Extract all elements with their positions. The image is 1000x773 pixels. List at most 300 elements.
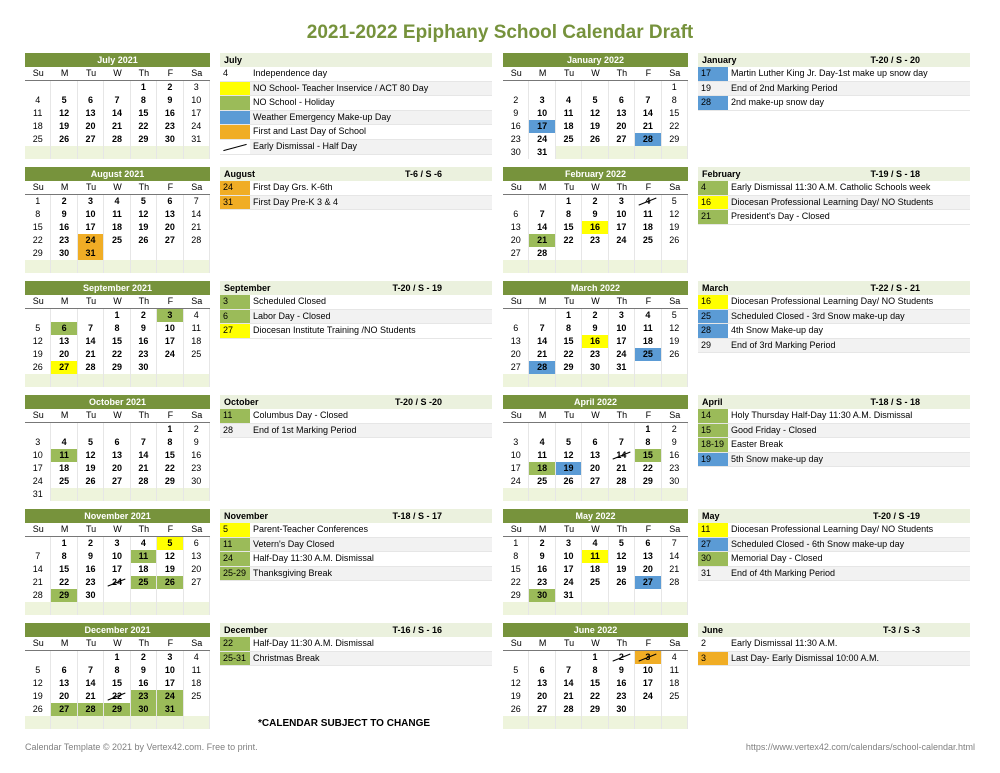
note-text: Diocesan Professional Learning Day/ NO Students <box>728 196 970 210</box>
day-cell: 4 <box>131 537 157 550</box>
month-calendar <box>25 281 210 387</box>
notes-header <box>220 53 492 67</box>
note-text: 5th Snow make-up day <box>728 453 970 467</box>
day-cell: 4 <box>635 195 661 208</box>
notes-month-label: December <box>224 625 268 635</box>
day-cell: 3 <box>609 309 635 322</box>
month-day-grid <box>503 637 688 729</box>
day-cell: 19 <box>503 690 529 703</box>
day-cell: 24 <box>184 120 210 133</box>
day-cell: 20 <box>609 120 635 133</box>
empty-day-cell <box>184 374 210 387</box>
note-text: Columbus Day - Closed <box>253 410 349 420</box>
day-cell: 25 <box>635 348 661 361</box>
day-cell: 30 <box>582 361 608 374</box>
empty-day-cell <box>609 247 635 260</box>
empty-day-cell <box>662 146 688 159</box>
day-cell: 7 <box>556 664 582 677</box>
note-date-code: 28 <box>220 424 250 438</box>
weekday-header: Su <box>503 409 529 423</box>
empty-day-cell <box>635 716 661 729</box>
day-cell: 5 <box>556 436 582 449</box>
day-cell: 5 <box>157 537 183 550</box>
note-text: Early Dismissal - Half Day <box>250 140 492 154</box>
note-row <box>698 295 970 310</box>
empty-day-cell <box>78 374 104 387</box>
day-cell: 30 <box>529 589 555 602</box>
weekday-header: Th <box>131 409 157 423</box>
weekday-header: Sa <box>184 181 210 195</box>
notes-month-label: August <box>224 169 255 179</box>
day-cell: 29 <box>104 361 130 374</box>
empty-day-cell <box>582 589 608 602</box>
day-cell: 16 <box>529 563 555 576</box>
note-text: Easter Break <box>731 439 784 450</box>
day-cell: 30 <box>503 146 529 159</box>
note-date-code: 21 <box>698 210 728 224</box>
day-cell: 17 <box>25 462 51 475</box>
day-cell: 14 <box>556 677 582 690</box>
month-calendar <box>503 623 688 729</box>
day-cell: 7 <box>635 94 661 107</box>
day-cell: 16 <box>582 335 608 348</box>
day-cell: 19 <box>51 120 77 133</box>
weekday-header: F <box>157 409 183 423</box>
note-date-code: 31 <box>698 567 728 581</box>
empty-day-cell <box>25 81 51 94</box>
day-cell: 26 <box>556 475 582 488</box>
notes-month-label: September <box>224 283 271 293</box>
day-cell: 8 <box>582 664 608 677</box>
empty-day-cell <box>662 361 688 374</box>
day-cell: 8 <box>25 208 51 221</box>
day-cell: 16 <box>78 563 104 576</box>
day-cell: 26 <box>503 703 529 716</box>
note-row <box>220 310 492 325</box>
day-cell: 7 <box>78 664 104 677</box>
empty-day-cell <box>609 716 635 729</box>
day-cell: 8 <box>556 208 582 221</box>
day-cell: 7 <box>25 550 51 563</box>
weekday-header: Sa <box>662 295 688 309</box>
empty-day-cell <box>104 81 130 94</box>
day-cell: 17 <box>184 107 210 120</box>
day-cell: 28 <box>184 234 210 247</box>
weekday-header: M <box>529 67 555 81</box>
note-text: Independence day <box>253 68 328 78</box>
empty-day-cell <box>503 195 529 208</box>
day-cell: 2 <box>184 423 210 436</box>
month-calendar <box>25 623 210 729</box>
day-cell: 27 <box>529 703 555 716</box>
day-cell: 19 <box>662 221 688 234</box>
month-day-grid <box>503 295 688 387</box>
day-cell: 29 <box>582 703 608 716</box>
notes-header <box>698 623 970 637</box>
day-cell: 17 <box>635 677 661 690</box>
note-row <box>698 424 970 439</box>
note-row <box>220 125 492 140</box>
month-day-grid <box>25 523 210 615</box>
day-cell: 27 <box>184 576 210 589</box>
weekday-header: M <box>529 637 555 651</box>
day-cell: 16 <box>582 221 608 234</box>
note-date-code: 27 <box>220 324 250 338</box>
footer-copyright: Calendar Template © 2021 by Vertex42.com. Free to print. <box>25 742 258 752</box>
day-cell: 6 <box>635 537 661 550</box>
note-row <box>698 652 970 667</box>
note-text: First and Last Day of School <box>253 126 367 137</box>
month-notes <box>698 395 970 467</box>
day-cell: 1 <box>582 651 608 664</box>
weekday-header: Th <box>609 637 635 651</box>
day-cell: 4 <box>582 537 608 550</box>
day-cell: 11 <box>529 449 555 462</box>
weekday-header: F <box>157 523 183 537</box>
day-cell: 21 <box>529 234 555 247</box>
note-text: End of 3rd Marking Period <box>728 339 970 353</box>
month-calendar <box>503 53 688 159</box>
day-cell: 2 <box>582 195 608 208</box>
day-cell: 7 <box>104 94 130 107</box>
month-notes <box>220 167 492 210</box>
subject-to-change-note: *CALENDAR SUBJECT TO CHANGE <box>258 718 431 729</box>
empty-day-cell <box>556 81 582 94</box>
month-header: August 2021 <box>25 167 210 181</box>
day-cell: 8 <box>662 94 688 107</box>
day-cell: 3 <box>184 81 210 94</box>
month-notes <box>220 53 492 155</box>
weekday-header: M <box>529 409 555 423</box>
month-header: March 2022 <box>503 281 688 295</box>
note-date-code <box>220 82 250 96</box>
empty-day-cell <box>184 589 210 602</box>
day-cell: 6 <box>503 208 529 221</box>
month-notes <box>698 509 970 581</box>
weekday-header: Su <box>503 181 529 195</box>
empty-day-cell <box>184 146 210 159</box>
day-cell: 9 <box>78 550 104 563</box>
day-cell: 2 <box>582 309 608 322</box>
day-cell: 1 <box>662 81 688 94</box>
day-cell: 11 <box>184 664 210 677</box>
weekday-header: F <box>157 637 183 651</box>
day-cell: 26 <box>51 133 77 146</box>
empty-day-cell <box>157 589 183 602</box>
empty-day-cell <box>184 716 210 729</box>
day-cell: 24 <box>104 576 130 589</box>
empty-day-cell <box>582 488 608 501</box>
day-cell: 26 <box>582 133 608 146</box>
empty-day-cell <box>582 81 608 94</box>
day-cell: 27 <box>78 133 104 146</box>
day-cell: 20 <box>635 563 661 576</box>
note-row <box>220 82 492 97</box>
note-text: Half-Day 11:30 A.M. Dismissal <box>253 638 374 648</box>
day-cell: 9 <box>51 208 77 221</box>
day-cell: 19 <box>157 563 183 576</box>
empty-day-cell <box>25 423 51 436</box>
month-day-grid <box>25 409 210 501</box>
day-cell: 21 <box>25 576 51 589</box>
note-row <box>698 82 970 97</box>
month-day-grid <box>503 523 688 615</box>
empty-day-cell <box>635 488 661 501</box>
note-row <box>220 424 492 439</box>
month-calendar <box>503 281 688 387</box>
empty-day-cell <box>503 602 529 615</box>
notes-day-counts: T-20 / S -20 <box>394 397 442 407</box>
day-cell: 14 <box>78 677 104 690</box>
day-cell: 5 <box>51 94 77 107</box>
day-cell: 7 <box>78 322 104 335</box>
note-date-code: 11 <box>698 523 728 537</box>
note-row <box>698 538 970 553</box>
weekday-header: Th <box>609 409 635 423</box>
day-cell: 12 <box>662 322 688 335</box>
day-cell: 30 <box>131 703 157 716</box>
day-cell: 11 <box>635 322 661 335</box>
empty-day-cell <box>51 423 77 436</box>
day-cell: 22 <box>635 462 661 475</box>
day-cell: 4 <box>104 195 130 208</box>
day-cell: 23 <box>131 348 157 361</box>
note-row <box>698 453 970 468</box>
day-cell: 17 <box>157 335 183 348</box>
note-row <box>220 523 492 538</box>
empty-day-cell <box>556 651 582 664</box>
day-cell: 6 <box>582 436 608 449</box>
note-date-code: 28 <box>698 96 728 110</box>
day-cell: 1 <box>25 195 51 208</box>
empty-day-cell <box>529 260 555 273</box>
empty-day-cell <box>78 309 104 322</box>
day-cell: 10 <box>609 322 635 335</box>
day-cell: 9 <box>131 664 157 677</box>
day-cell: 17 <box>529 120 555 133</box>
empty-day-cell <box>104 488 130 501</box>
note-row <box>220 538 492 553</box>
note-row <box>698 310 970 325</box>
day-cell: 15 <box>25 221 51 234</box>
empty-day-cell <box>635 703 661 716</box>
empty-day-cell <box>529 309 555 322</box>
weekday-header: M <box>51 523 77 537</box>
empty-day-cell <box>51 309 77 322</box>
empty-day-cell <box>556 602 582 615</box>
day-cell: 10 <box>184 94 210 107</box>
weekday-header: W <box>582 67 608 81</box>
day-cell: 13 <box>184 550 210 563</box>
day-cell: 28 <box>78 703 104 716</box>
weekday-header: Sa <box>184 523 210 537</box>
day-cell: 24 <box>556 576 582 589</box>
weekday-header: M <box>529 523 555 537</box>
empty-day-cell <box>184 703 210 716</box>
note-text: Scheduled Closed - 6th Snow make-up day <box>728 538 970 552</box>
empty-day-cell <box>556 488 582 501</box>
day-cell: 5 <box>78 436 104 449</box>
day-cell: 21 <box>529 348 555 361</box>
day-cell: 17 <box>104 563 130 576</box>
notes-month-label: June <box>702 625 724 635</box>
note-date-code: 4 <box>698 181 728 195</box>
day-cell: 9 <box>157 94 183 107</box>
day-cell: 12 <box>51 107 77 120</box>
day-cell: 20 <box>582 462 608 475</box>
empty-day-cell <box>582 247 608 260</box>
note-date-code: 24 <box>220 181 250 195</box>
month-day-grid <box>25 295 210 387</box>
day-cell: 17 <box>503 462 529 475</box>
note-text: Thanksgiving Break <box>250 567 492 581</box>
weekday-header: M <box>529 181 555 195</box>
day-cell: 26 <box>157 576 183 589</box>
empty-day-cell <box>635 260 661 273</box>
note-row <box>698 523 970 538</box>
day-cell: 9 <box>609 664 635 677</box>
day-cell: 17 <box>556 563 582 576</box>
day-cell: 22 <box>104 348 130 361</box>
day-cell: 17 <box>609 335 635 348</box>
day-cell: 1 <box>51 537 77 550</box>
day-cell: 10 <box>609 208 635 221</box>
empty-day-cell <box>582 716 608 729</box>
month-day-grid <box>503 67 688 159</box>
day-cell: 16 <box>131 677 157 690</box>
weekday-header: Tu <box>556 181 582 195</box>
weekday-header: Th <box>609 67 635 81</box>
day-cell: 17 <box>609 221 635 234</box>
weekday-header: M <box>51 637 77 651</box>
notes-day-counts: T-20 / S - 20 <box>870 55 920 65</box>
day-cell: 21 <box>635 120 661 133</box>
note-row <box>220 295 492 310</box>
day-cell: 20 <box>184 563 210 576</box>
weekday-header: Sa <box>184 67 210 81</box>
day-cell: 30 <box>157 133 183 146</box>
empty-day-cell <box>662 488 688 501</box>
note-row <box>220 67 492 82</box>
empty-day-cell <box>78 651 104 664</box>
weekday-header: Su <box>503 295 529 309</box>
day-cell: 5 <box>662 309 688 322</box>
day-cell: 4 <box>556 94 582 107</box>
day-cell: 24 <box>609 348 635 361</box>
empty-day-cell <box>131 589 157 602</box>
day-cell: 14 <box>662 550 688 563</box>
empty-day-cell <box>131 146 157 159</box>
day-cell: 19 <box>25 348 51 361</box>
weekday-header: W <box>582 409 608 423</box>
weekday-header: Tu <box>78 637 104 651</box>
day-cell: 2 <box>78 537 104 550</box>
day-cell: 29 <box>635 475 661 488</box>
note-row <box>220 567 492 582</box>
day-cell: 12 <box>25 677 51 690</box>
weekday-header: Sa <box>184 409 210 423</box>
day-cell: 8 <box>131 94 157 107</box>
weekday-header: M <box>51 409 77 423</box>
day-cell: 2 <box>157 81 183 94</box>
day-cell: 13 <box>51 335 77 348</box>
day-cell: 14 <box>529 335 555 348</box>
note-date-code: 11 <box>220 538 250 552</box>
note-text: First Day Pre-K 3 & 4 <box>250 196 492 210</box>
month-header: April 2022 <box>503 395 688 409</box>
note-row <box>698 438 970 453</box>
empty-day-cell <box>25 602 51 615</box>
empty-day-cell <box>635 361 661 374</box>
empty-day-cell <box>184 247 210 260</box>
day-cell: 20 <box>503 348 529 361</box>
note-text: Half-Day 11:30 A.M. Dismissal <box>253 553 374 564</box>
note-text: Diocesan Professional Learning Day/ NO Students <box>731 296 934 306</box>
note-row <box>698 67 970 82</box>
weekday-header: W <box>582 523 608 537</box>
month-day-grid <box>503 409 688 501</box>
month-notes <box>698 53 970 111</box>
note-row <box>698 181 970 196</box>
day-cell: 5 <box>662 195 688 208</box>
day-cell: 16 <box>51 221 77 234</box>
month-calendar <box>503 509 688 615</box>
notes-header <box>220 281 492 295</box>
day-cell: 27 <box>635 576 661 589</box>
page-title: 2021-2022 Epiphany School Calendar Draft <box>306 22 694 43</box>
day-cell: 18 <box>635 221 661 234</box>
day-cell: 26 <box>609 576 635 589</box>
day-cell: 12 <box>556 449 582 462</box>
day-cell: 22 <box>104 690 130 703</box>
day-cell: 4 <box>635 309 661 322</box>
day-cell: 18 <box>184 677 210 690</box>
day-cell: 3 <box>157 651 183 664</box>
note-date-code <box>220 96 250 110</box>
weekday-header: Tu <box>556 409 582 423</box>
day-cell: 20 <box>51 348 77 361</box>
month-calendar <box>25 395 210 501</box>
note-text: Holy Thursday Half-Day 11:30 A.M. Dismissal <box>731 410 913 420</box>
notes-month-label: April <box>702 397 723 407</box>
day-cell: 23 <box>51 234 77 247</box>
note-date-code: 6 <box>220 310 250 324</box>
empty-day-cell <box>25 651 51 664</box>
empty-day-cell <box>503 309 529 322</box>
day-cell: 5 <box>131 195 157 208</box>
day-cell: 3 <box>104 537 130 550</box>
month-notes <box>220 509 492 581</box>
empty-day-cell <box>78 146 104 159</box>
note-text: Good Friday - Closed <box>728 424 970 438</box>
weekday-header: Th <box>609 295 635 309</box>
weekday-header: Tu <box>78 523 104 537</box>
day-cell: 7 <box>609 436 635 449</box>
empty-day-cell <box>529 81 555 94</box>
day-cell: 2 <box>609 651 635 664</box>
weekday-header: W <box>104 409 130 423</box>
month-notes <box>220 281 492 339</box>
day-cell: 14 <box>609 449 635 462</box>
weekday-header: W <box>582 637 608 651</box>
empty-day-cell <box>503 716 529 729</box>
day-cell: 15 <box>131 107 157 120</box>
empty-day-cell <box>184 260 210 273</box>
day-cell: 29 <box>157 475 183 488</box>
note-row <box>220 637 492 652</box>
note-row <box>698 339 970 354</box>
day-cell: 25 <box>184 690 210 703</box>
